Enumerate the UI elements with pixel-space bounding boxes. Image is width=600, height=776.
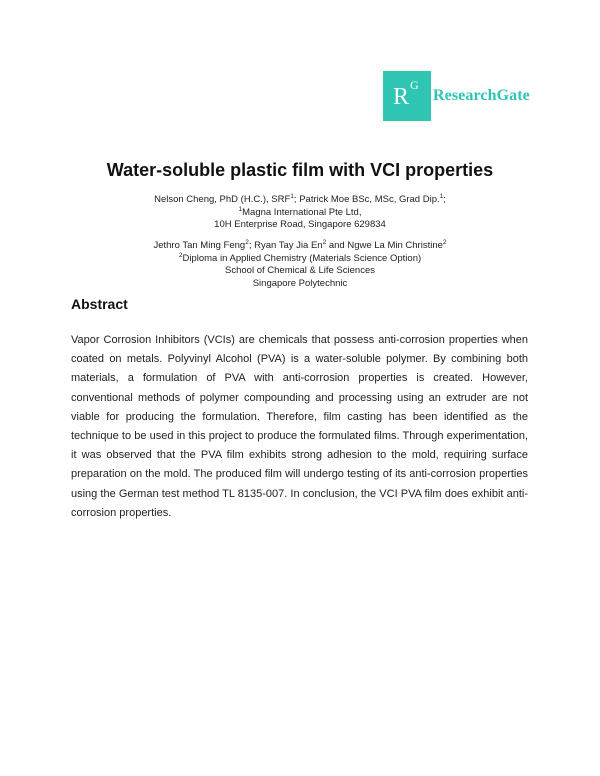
affiliation-superscript: 2 (245, 238, 249, 246)
author-names-a: Nelson Cheng, PhD (H.C.), SRF (154, 194, 291, 205)
affiliation-name: Diploma in Applied Chemistry (Materials Science Option) (182, 252, 422, 264)
affiliation-superscript: 1 (439, 192, 444, 200)
paper-title: Water-soluble plastic film with VCI properties (106, 160, 494, 180)
affiliation-superscript: 1 (290, 192, 294, 200)
logo-wordmark: ResearchGate (433, 87, 530, 104)
affiliation-line (0, 207, 600, 220)
abstract-heading: Abstract (71, 296, 128, 312)
affiliation-name: Magna International Pte Ltd, (242, 206, 362, 218)
affiliation-institution: Singapore Polytechnic (252, 277, 348, 289)
affiliation-superscript: 2 (442, 238, 447, 246)
author-names-b: ; Ryan Tay Jia En (248, 240, 323, 251)
affiliation-address: 10H Enterprise Road, Singapore 629834 (214, 219, 386, 230)
affiliation-superscript: 2 (178, 251, 183, 259)
author-line-2 (0, 240, 600, 253)
researchgate-logo (383, 71, 530, 121)
author-names-a: Jethro Tan Ming Feng (153, 240, 246, 251)
author-names-b: ; Patrick Moe BSc, MSc, Grad Dip. (293, 194, 440, 205)
researchgate-mark-icon (383, 71, 431, 121)
affiliation-superscript: 2 (322, 238, 327, 246)
abstract-body: Vapor Corrosion Inhibitors (VCIs) are chemicals that possess anti-corrosion properties when coated on metals. Polyvinyl Alcohol (PVA) is a water-soluble polymer. By combining both materials, a formulation of PVA with anti-corrosion properties is created. However, conventional methods of polymer compounding and processing using an extruder are not viable for producing the formulation. Therefore, film casting has been identified as the technique to be used in this project to produce the formulated films. Through experimentation, it was observed that the PVA film exhibits strong adhesion to the mold, requiring surface preparation on the mold. The produced film will undergo testing of its anti-corrosion properties using the German test method TL 8135-007. In conclusion, the VCI PVA film does exhibit anti-corrosion properties. (71, 334, 528, 519)
author-names-c: and Ngwe La Min Christine (326, 240, 443, 251)
affiliation-superscript: 1 (238, 205, 243, 213)
affiliation-school: School of Chemical & Life Sciences (225, 265, 375, 276)
author-names-c: ; (443, 194, 446, 205)
logo-mark-r: R (393, 84, 410, 110)
author-block-2 (0, 240, 600, 290)
author-block-1 (0, 194, 600, 232)
logo-mark-g: G (410, 78, 419, 92)
affiliation-line (0, 253, 600, 266)
author-line-1 (0, 194, 600, 207)
